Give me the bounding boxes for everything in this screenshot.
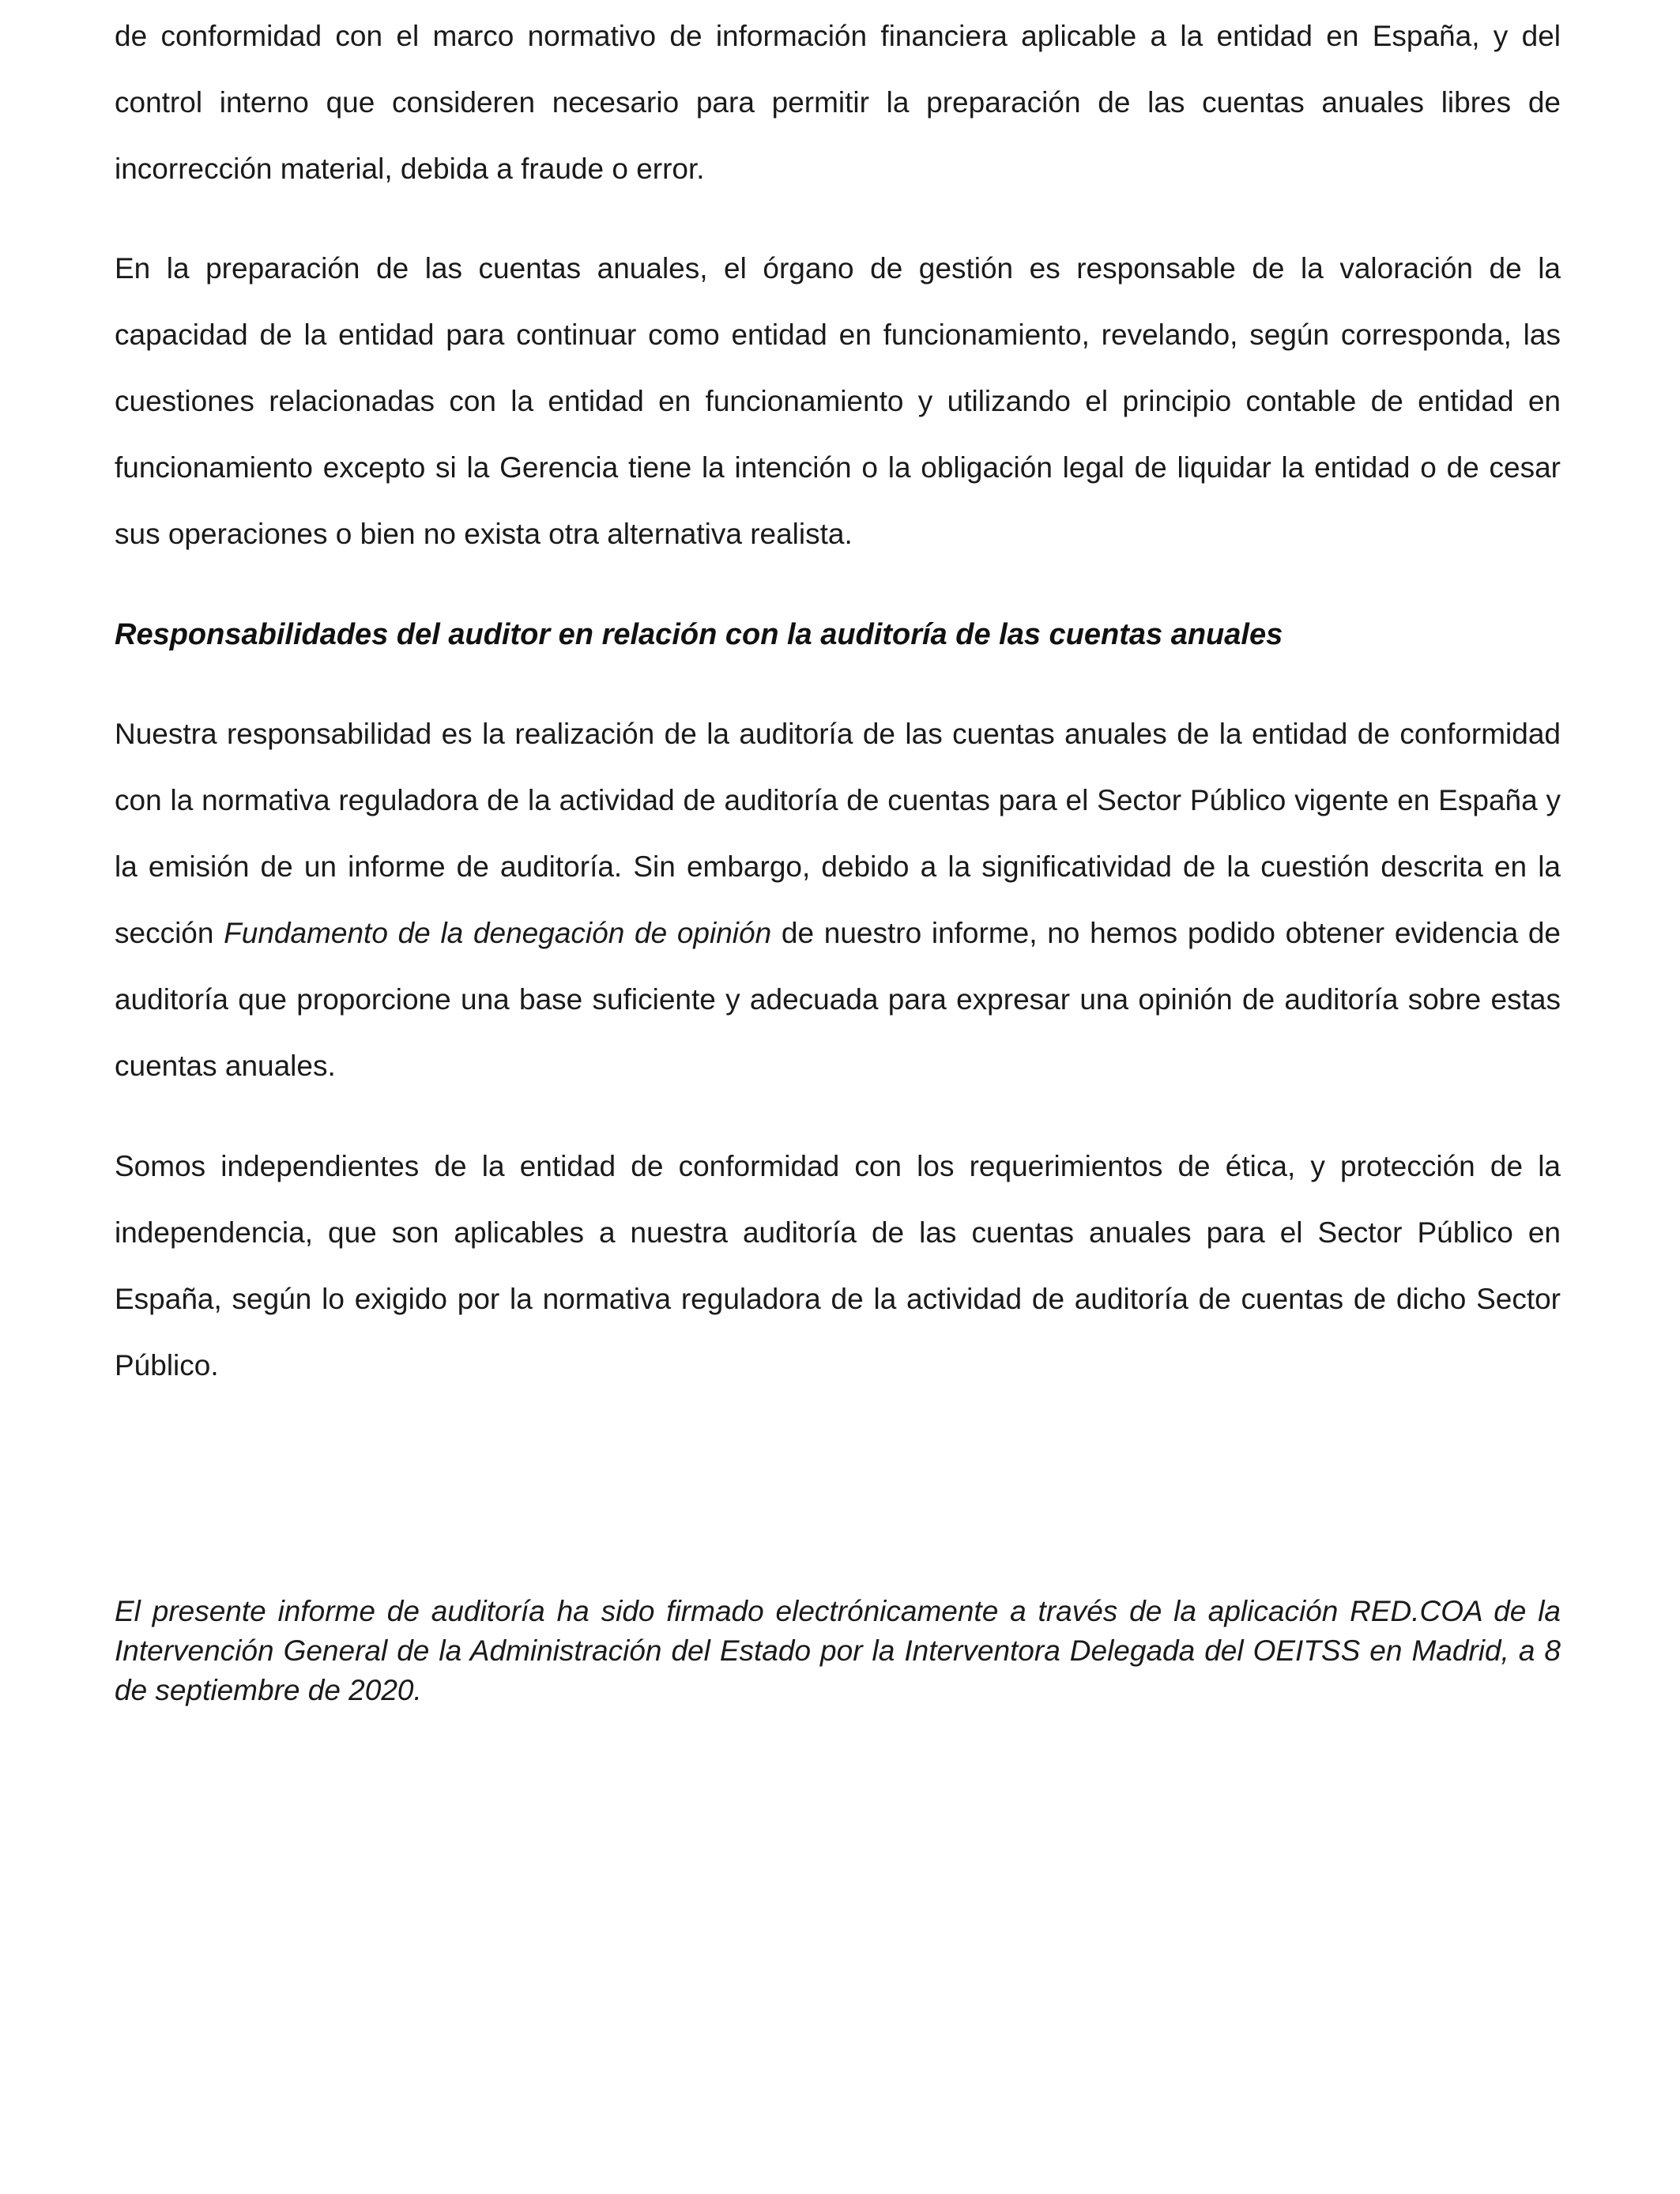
section-reference: Fundamento de la denegación de opinión xyxy=(224,917,772,949)
paragraph-independence: Somos independientes de la entidad de conformidad con los requerimientos de ética, y protección de la independencia, que son aplicables a nuestra auditoría de las cuentas anuales para el Sector Público en España, según lo exigido por la normativa reguladora de la actividad de auditoría de cuentas de dicho Sector Público. xyxy=(115,1150,1561,1382)
section-heading-auditor-responsibilities: Responsabilidades del auditor en relación con la auditoría de las cuentas anuales xyxy=(115,618,1283,651)
paragraph-auditor-responsibility-text-1: Nuestra responsabilidad es la realización de la auditoría de las cuentas anuales de la entidad de conformidad con la normativa reguladora de la actividad de auditoría de cuentas para el Sector Público vigente en España y la emisión de un informe de auditoría. Sin embargo, debido a la significatividad de la cuestión descrita en la sección xyxy=(115,718,1561,949)
paragraph-auditor-responsibility-text-2: de nuestro informe, no hemos podido obtener evidencia de auditoría que proporcione una base suficiente y adecuada para expresar una opinión de auditoría sobre estas cuentas anuales. xyxy=(115,917,1561,1082)
paragraph-going-concern: En la preparación de las cuentas anuales, el órgano de gestión es responsable de la valoración de la capacidad de la entidad para continuar como entidad en funcionamiento, revelando, según corresponda, las cuestiones relacionadas con la entidad en funcionamiento y utilizando el principio contable de entidad en funcionamiento excepto si la Gerencia tiene la intención o la obligación legal de liquidar la entidad o de cesar sus operaciones o bien no exista otra alternativa realista. xyxy=(115,252,1561,550)
paragraph-management-responsibility: de conformidad con el marco normativo de información financiera aplicable a la entidad en España, y del control interno que consideren necesario para permitir la preparación de las cuentas anuales libres de incorrección material, debida a fraude o error. xyxy=(115,20,1561,185)
electronic-signature-note: El presente informe de auditoría ha sido firmado electrónicamente a través de la aplicación RED.COA de la Intervención General de la Administración del Estado por la Interventora Delegada del OEITSS en Madrid, a 8 de septiembre de 2020. xyxy=(115,1595,1561,1706)
paragraph-auditor-responsibility xyxy=(115,701,1561,1099)
